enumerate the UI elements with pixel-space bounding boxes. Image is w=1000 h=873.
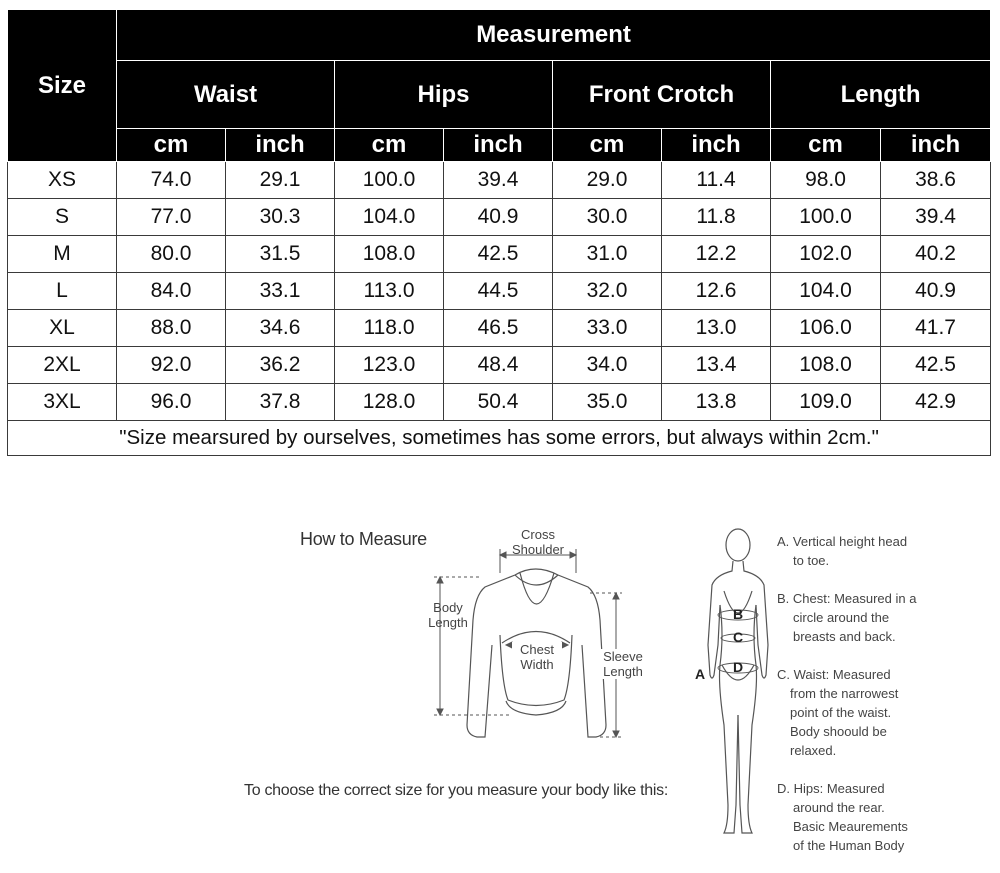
table-row: [8, 273, 991, 310]
body-marker-d: D: [733, 659, 744, 675]
measurement-cell: 77.0: [117, 199, 226, 236]
measurement-cell: 13.4: [662, 347, 771, 384]
unit-header: inch: [444, 129, 553, 162]
measurement-cell: 29.1: [226, 162, 335, 199]
measurement-cell: 123.0: [335, 347, 444, 384]
measurement-cell: 36.2: [226, 347, 335, 384]
size-column-header: Size: [8, 10, 117, 162]
measurement-cell: 100.0: [771, 199, 881, 236]
size-cell: XS: [8, 162, 117, 199]
unit-header: cm: [553, 129, 662, 162]
how-to-measure-title: How to Measure: [300, 529, 427, 549]
sleeve-length-label: Sleeve Length: [598, 649, 648, 679]
unit-header: cm: [117, 129, 226, 162]
measurement-cell: 33.0: [553, 310, 662, 347]
size-table-body: [8, 162, 991, 456]
measurement-cell: 11.4: [662, 162, 771, 199]
measurement-cell: 39.4: [881, 199, 991, 236]
measurement-cell: 29.0: [553, 162, 662, 199]
measurement-cell: 42.5: [881, 347, 991, 384]
measurement-cell: 98.0: [771, 162, 881, 199]
unit-header: inch: [662, 129, 771, 162]
measurement-cell: 33.1: [226, 273, 335, 310]
note-c-waist: C. Waist: Measured from the narrowest point of the waist. Body shoould be relaxed.: [777, 667, 899, 758]
measurement-cell: 113.0: [335, 273, 444, 310]
measurement-cell: 109.0: [771, 384, 881, 421]
group-header-length: Length: [771, 61, 991, 129]
measurement-cell: 12.6: [662, 273, 771, 310]
body-marker-a: A: [695, 666, 706, 682]
measurement-cell: 30.0: [553, 199, 662, 236]
table-row: [8, 162, 991, 199]
measurement-cell: 32.0: [553, 273, 662, 310]
measurement-cell: 40.9: [881, 273, 991, 310]
measurement-cell: 92.0: [117, 347, 226, 384]
size-cell: 2XL: [8, 347, 117, 384]
measurement-cell: 13.0: [662, 310, 771, 347]
cross-shoulder-label: Cross Shoulder: [511, 527, 565, 557]
group-header-hips: Hips: [335, 61, 553, 129]
measurement-cell: 46.5: [444, 310, 553, 347]
body-length-label: Body Length: [428, 600, 468, 630]
table-row: [8, 384, 991, 421]
measurement-cell: 104.0: [771, 273, 881, 310]
measurement-cell: 42.5: [444, 236, 553, 273]
chest-width-label: Chest Width: [512, 642, 562, 672]
measurement-cell: 40.2: [881, 236, 991, 273]
measurement-cell: 39.4: [444, 162, 553, 199]
measurement-cell: 104.0: [335, 199, 444, 236]
measurement-cell: 34.0: [553, 347, 662, 384]
measurement-cell: 38.6: [881, 162, 991, 199]
size-cell: L: [8, 273, 117, 310]
measurement-cell: 11.8: [662, 199, 771, 236]
table-row: [8, 199, 991, 236]
table-row: [8, 236, 991, 273]
measurement-cell: 100.0: [335, 162, 444, 199]
unit-header: inch: [881, 129, 991, 162]
measurement-cell: 128.0: [335, 384, 444, 421]
table-row: [8, 310, 991, 347]
measurement-cell: 108.0: [335, 236, 444, 273]
measurement-header: Measurement: [117, 10, 991, 61]
unit-header: inch: [226, 129, 335, 162]
measurement-cell: 37.8: [226, 384, 335, 421]
measure-instruction: To choose the correct size for you measure your body like this:: [244, 782, 668, 799]
body-marker-b: B: [733, 606, 744, 622]
size-chart-table: [7, 9, 991, 456]
size-cell: S: [8, 199, 117, 236]
measurement-cell: 40.9: [444, 199, 553, 236]
unit-header: cm: [771, 129, 881, 162]
note-a-height: A. Vertical height head to toe.: [777, 534, 908, 568]
measurement-cell: 42.9: [881, 384, 991, 421]
size-cell: M: [8, 236, 117, 273]
measurement-cell: 34.6: [226, 310, 335, 347]
measurement-note: "Size mearsured by ourselves, sometimes has some errors, but always within 2cm.": [8, 421, 991, 456]
measurement-cell: 13.8: [662, 384, 771, 421]
body-marker-c: C: [733, 629, 744, 645]
measurement-cell: 50.4: [444, 384, 553, 421]
measurement-cell: 118.0: [335, 310, 444, 347]
measurement-cell: 108.0: [771, 347, 881, 384]
measurement-cell: 31.0: [553, 236, 662, 273]
garment-diagram: [420, 525, 650, 755]
body-figure-diagram: [698, 525, 778, 855]
group-header-waist: Waist: [117, 61, 335, 129]
size-cell: 3XL: [8, 384, 117, 421]
table-row: [8, 347, 991, 384]
measurement-cell: 106.0: [771, 310, 881, 347]
measurement-cell: 84.0: [117, 273, 226, 310]
measurement-cell: 12.2: [662, 236, 771, 273]
measurement-cell: 74.0: [117, 162, 226, 199]
size-cell: XL: [8, 310, 117, 347]
measurement-cell: 96.0: [117, 384, 226, 421]
unit-header: cm: [335, 129, 444, 162]
measurement-cell: 30.3: [226, 199, 335, 236]
measurement-cell: 102.0: [771, 236, 881, 273]
note-b-chest: B. Chest: Measured in a circle around the breasts and back.: [777, 591, 917, 644]
measurement-cell: 41.7: [881, 310, 991, 347]
measurement-cell: 80.0: [117, 236, 226, 273]
measurement-cell: 44.5: [444, 273, 553, 310]
measurement-cell: 35.0: [553, 384, 662, 421]
note-d-hips: D. Hips: Measured around the rear. Basic Meaurements of the Human Body: [777, 781, 908, 853]
group-header-front-crotch: Front Crotch: [553, 61, 771, 129]
measurement-cell: 31.5: [226, 236, 335, 273]
measurement-cell: 48.4: [444, 347, 553, 384]
measurement-cell: 88.0: [117, 310, 226, 347]
